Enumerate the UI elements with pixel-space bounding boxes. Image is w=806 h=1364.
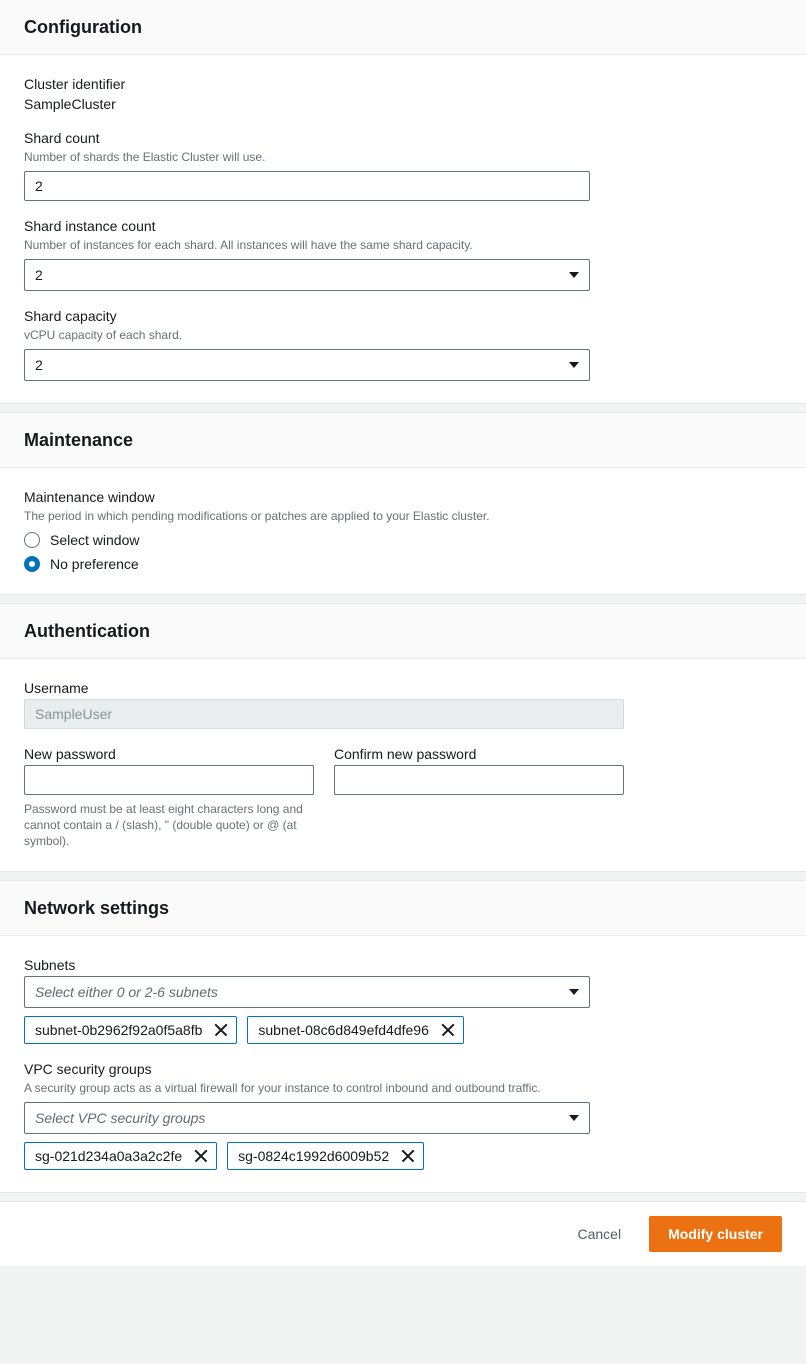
radio-no-preference[interactable] bbox=[24, 556, 782, 572]
cluster-identifier-label: Cluster identifier bbox=[24, 76, 126, 92]
maintenance-card-header bbox=[0, 413, 806, 468]
subnets-label: Subnets bbox=[24, 957, 76, 973]
subnets-placeholder: Select either 0 or 2-6 subnets bbox=[35, 984, 218, 1000]
security-groups-label: VPC security groups bbox=[24, 1061, 152, 1077]
shard-instance-count-field bbox=[24, 217, 782, 291]
authentication-card-header bbox=[0, 604, 806, 659]
confirm-password-label: Confirm new password bbox=[334, 746, 477, 762]
subnet-token[interactable] bbox=[247, 1016, 463, 1044]
shard-count-field bbox=[24, 129, 782, 201]
shard-instance-count-selected-value: 2 bbox=[35, 267, 43, 283]
configuration-card-body bbox=[0, 55, 806, 403]
username-input bbox=[24, 699, 624, 729]
modify-cluster-button[interactable]: Modify cluster bbox=[649, 1216, 782, 1252]
close-icon[interactable] bbox=[212, 1021, 230, 1039]
configuration-title: Configuration bbox=[24, 17, 142, 37]
radio-select-window[interactable] bbox=[24, 532, 782, 548]
cluster-identifier-value: SampleCluster bbox=[24, 96, 116, 112]
authentication-card-body bbox=[0, 659, 806, 871]
authentication-card bbox=[0, 603, 806, 872]
maintenance-window-description: The period in which pending modifications or patches are applied to your Elastic cluster. bbox=[24, 509, 490, 523]
password-hint: Password must be at least eight characters long and cannot contain a / (slash), " (double quote) or @ (at symbol). bbox=[24, 802, 303, 848]
new-password-label: New password bbox=[24, 746, 116, 762]
configuration-card bbox=[0, 0, 806, 404]
maintenance-card-body bbox=[0, 468, 806, 594]
close-icon[interactable] bbox=[192, 1147, 210, 1165]
maintenance-window-label: Maintenance window bbox=[24, 489, 155, 505]
new-password-field bbox=[24, 745, 314, 795]
subnet-token-label: subnet-08c6d849efd4dfe96 bbox=[258, 1022, 429, 1038]
security-group-token-label: sg-021d234a0a3a2c2fe bbox=[35, 1148, 183, 1164]
network-settings-card-header bbox=[0, 881, 806, 936]
shard-instance-count-description: Number of instances for each shard. All instances will have the same shard capacity. bbox=[24, 238, 473, 252]
subnet-token[interactable] bbox=[24, 1016, 237, 1044]
shard-instance-count-select[interactable] bbox=[24, 259, 590, 291]
chevron-down-icon bbox=[569, 272, 579, 278]
shard-count-input[interactable] bbox=[24, 171, 590, 201]
shard-count-description: Number of shards the Elastic Cluster will use. bbox=[24, 150, 266, 164]
chevron-down-icon bbox=[569, 1115, 579, 1121]
maintenance-card bbox=[0, 412, 806, 595]
shard-capacity-field bbox=[24, 307, 782, 381]
form-actions bbox=[0, 1201, 806, 1266]
shard-capacity-select[interactable] bbox=[24, 349, 590, 381]
maintenance-window-field bbox=[24, 488, 782, 572]
network-settings-card-body bbox=[0, 936, 806, 1192]
subnet-token-label: subnet-0b2962f92a0f5a8fb bbox=[35, 1022, 203, 1038]
radio-icon bbox=[24, 532, 40, 548]
username-label: Username bbox=[24, 680, 89, 696]
security-groups-token-list bbox=[24, 1142, 782, 1170]
security-groups-description: A security group acts as a virtual firewall for your instance to control inbound and outbound traffic. bbox=[24, 1081, 541, 1095]
radio-no-preference-label: No preference bbox=[50, 556, 139, 572]
shard-capacity-selected-value: 2 bbox=[35, 357, 43, 373]
close-icon[interactable] bbox=[399, 1147, 417, 1165]
security-group-token[interactable] bbox=[227, 1142, 424, 1170]
new-password-input[interactable] bbox=[24, 765, 314, 795]
confirm-password-field bbox=[334, 745, 624, 795]
authentication-title: Authentication bbox=[24, 621, 150, 641]
subnets-select[interactable] bbox=[24, 976, 590, 1008]
subnets-token-list bbox=[24, 1016, 782, 1044]
shard-instance-count-label: Shard instance count bbox=[24, 218, 156, 234]
close-icon[interactable] bbox=[439, 1021, 457, 1039]
password-fields bbox=[24, 745, 782, 849]
chevron-down-icon bbox=[569, 362, 579, 368]
username-field bbox=[24, 679, 782, 729]
maintenance-title: Maintenance bbox=[24, 430, 134, 450]
security-groups-field bbox=[24, 1060, 782, 1170]
radio-selected-icon bbox=[24, 556, 40, 572]
confirm-password-input[interactable] bbox=[334, 765, 624, 795]
configuration-card-header bbox=[0, 0, 806, 55]
chevron-down-icon bbox=[569, 989, 579, 995]
security-groups-placeholder: Select VPC security groups bbox=[35, 1110, 206, 1126]
security-groups-select[interactable] bbox=[24, 1102, 590, 1134]
security-group-token-label: sg-0824c1992d6009b52 bbox=[238, 1148, 390, 1164]
shard-capacity-description: vCPU capacity of each shard. bbox=[24, 328, 183, 342]
cancel-button[interactable]: Cancel bbox=[570, 1220, 630, 1248]
security-group-token[interactable] bbox=[24, 1142, 217, 1170]
network-settings-title: Network settings bbox=[24, 898, 170, 918]
radio-select-window-label: Select window bbox=[50, 532, 140, 548]
subnets-field bbox=[24, 956, 782, 1044]
cluster-identifier-field bbox=[24, 75, 782, 113]
network-settings-card bbox=[0, 880, 806, 1193]
shard-capacity-label: Shard capacity bbox=[24, 308, 117, 324]
shard-count-label: Shard count bbox=[24, 130, 100, 146]
